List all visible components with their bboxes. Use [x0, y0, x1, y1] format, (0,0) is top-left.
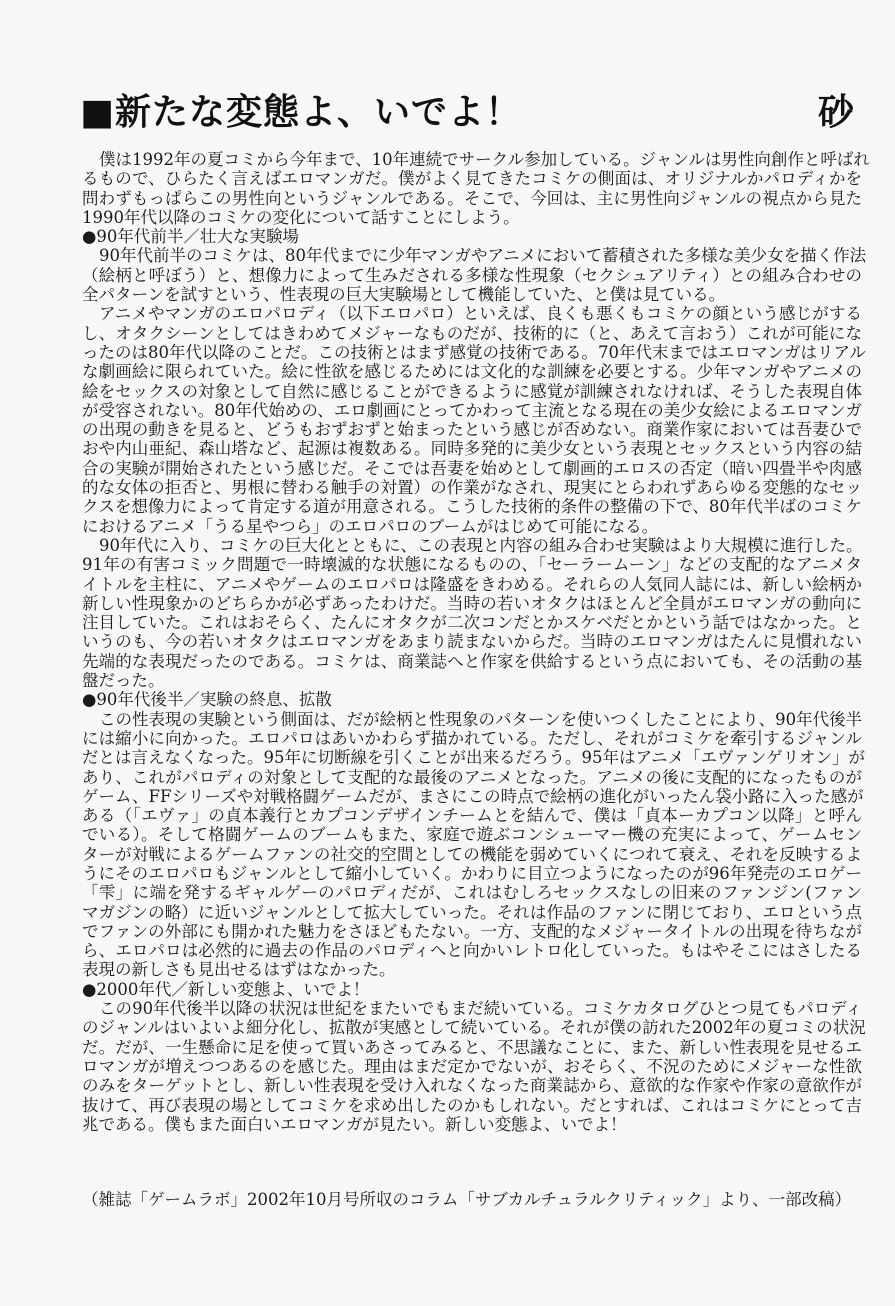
text-line: の出現の動きを見ると、どうもおずおずと始まったという感じが否めない。商業作家においては吾妻ひで [82, 420, 862, 440]
text-line: マガジンの略）に近いジャンルとして拡大していった。それは作品のファンに閉じており、エロという点 [82, 902, 862, 922]
text-line: でファンの外部にも開かれた魅力をさほどもたない。一方、支配的なメジャータイトルの出現を待ちなが [82, 921, 862, 941]
text-line: （絵柄と呼ぼう）と、想像力によって生みだされる多様な性現象（セクシュアリティ）との組み合わせの [82, 265, 862, 285]
text-line: 的な女体の拒否と、男根に替わる触手の対置）の作業がなされ、現実にとらわれずあらゆる変態的なセッ [82, 478, 862, 498]
text-line: な劇画絵に限られていた。絵に性欲を感じるためには文化的な訓練を必要とする。少年マンガやアニメの [82, 362, 862, 382]
text-line: 注目していた。これはおそらく、たんにオタクが二次コンだとかスケベだとかという話ではなかった。と [82, 613, 862, 633]
text-line: し、オタクシーンとしてはきわめてメジャーなものだが、技術的に（と、あえて言おう）これが可能にな [82, 323, 862, 343]
text-line: 絵をセックスの対象として自然に感じることができるように感覚が訓練されなければ、そうした表現自体 [82, 381, 862, 401]
text-line: が受容されない。80年代始めの、エロ劇画にとってかわって主流となる現在の美少女絵によるエロマンガ [82, 400, 862, 420]
article-title: ■新たな変態よ、いでよ！ [80, 92, 523, 133]
text-line: 抜けて、再び表現の場としてコミケを求め出したのかもしれない。だとすれば、これはコミケにとって吉 [82, 1095, 862, 1115]
paragraph [82, 246, 867, 305]
text-line: この性表現の実験という側面は、だが絵柄と性現象のパターンを使いつくしたことにより、90年代後半 [99, 709, 863, 729]
text-line: 盤だった。 [82, 671, 165, 691]
text-line: ロマンガが増えつつあるのを感じた。理由はまだ定かでないが、おそらく、不況のためにメジャーな性欲 [82, 1056, 862, 1076]
text-line: 問わずもっぱらこの男性向というジャンルである。そこで、今回は、主に男性向ジャンルの視点から見た [82, 188, 862, 208]
text-line: ゲーム、FFシリーズや対戦格闘ゲームだが、まさにこの時点で絵柄の進化がいったん袋小路に入った感が [82, 786, 864, 806]
paragraph [82, 999, 866, 1134]
text-line: おや内山亜紀、森山塔など、起源は複数ある。同時多発的に美少女という表現とセックスという内容の結 [82, 439, 862, 459]
text-line: でいる）。そして格闘ゲームのブームもまた、家庭で遊ぶコンシューマー機の充実によって、ゲームセン [82, 825, 862, 845]
text-line: ●2000年代／新しい変態よ、いでよ！ [82, 979, 370, 999]
paragraph [82, 304, 866, 536]
text-line: ったのは80年代以降のことだ。この技術とはまず感覚の技術である。70年代末まではエロマンガはリアル [82, 342, 866, 362]
article-body [82, 150, 870, 1134]
text-line: あり、これがパロディの対象として支配的な最後のアニメとなった。アニメの後に支配的になったものが [82, 767, 862, 787]
text-line: のみをターゲットとし、新しい性表現を受け入れなくなった商業誌から、意欲的な作家や作家の意欲作が [82, 1076, 862, 1096]
text-line: 91年の有害コミック問題で一時壊滅的な状態になるものの、「セーラームーン」などの支配的なアニメタ [82, 555, 862, 575]
text-line: ●90年代後半／実験の終息、拡散 [82, 690, 332, 710]
text-line: だ。だが、一生懸命に足を使って買いあさってみると、不思議なことに、また、新しい性表現を見せるエ [82, 1037, 863, 1057]
text-line: ある（「エヴァ」の貞本義行とカプコンデザインチームとを結んで、僕は「貞本ーカプコン以降」と呼ん [82, 806, 862, 826]
text-line: うにそのエロパロもジャンルとして縮小していく。かわりに目立つようになったのが96年発売のエロゲー [82, 863, 862, 883]
paragraph [82, 536, 862, 690]
text-line: 「雫」に端を発するギャルゲーのパロディだが、これはむしろセックスなしの旧来のファンジン(ファン [82, 883, 862, 903]
text-line: この90年代後半以降の状況は世紀をまたいでもまだ続いている。コミケカタログひとつ見てもパロディ [99, 999, 862, 1019]
text-line: イトルを主柱に、アニメやゲームのエロパロは隆盛をきわめる。それらの人気同人誌には、新しい絵柄か [82, 574, 862, 594]
text-line: には縮小に向かった。エロパロはあいかわらず描かれている。ただし、それがコミケを牽引するジャンル [82, 728, 862, 748]
source-citation: （雑誌「ゲームラボ」2002年10月号所収のコラム「サブカルチュラルクリティック」より、一部改稿） [82, 1190, 852, 1209]
text-line: 90年代前半のコミケは、80年代までに少年マンガやアニメにおいて蓄積された多様な美少女を描く作法 [99, 246, 867, 266]
text-line: 新しい性現象かのどちらかが必ずあったわけだ。当時の若いオタクはほとんど全員がエロマンガの動向に [82, 593, 862, 613]
section-heading [82, 227, 862, 246]
text-line: 先端的な表現だったのである。コミケは、商業誌へと作家を供給するという点においても、その活動の基 [82, 651, 862, 671]
text-line: のジャンルはいよいよ細分化し、拡散が実感として続いている。それが僕の訪れた2002年の夏コミの状況 [82, 1018, 866, 1038]
section-heading [82, 980, 862, 999]
text-line: 1990年代以降のコミケの変化について話すことにしよう。 [82, 207, 520, 227]
text-line: 兆である。僕もまた面白いエロマンガが見たい。新しい変態よ、いでよ！ [82, 1114, 627, 1134]
author-mark: 砂 [818, 92, 855, 133]
text-line: 表現の新しさも見出せるはずはなかった。 [82, 960, 396, 980]
text-line: アニメやマンガのエロパロディ（以下エロパロ）といえば、良くも悪くもコミケの顔という感じがする [99, 304, 862, 324]
text-line: におけるアニメ「うる星やつら」のエロパロのブームがはじめて可能になる。 [82, 516, 659, 536]
text-line: ら、エロパロは必然的に過去の作品のパロディへと向かいレトロ化していった。もはやそこにはさしたる [82, 941, 862, 961]
text-line: 僕は1992年の夏コミから今年まで、10年連続でサークル参加している。ジャンルは男性向創作と呼ばれ [99, 150, 870, 169]
section-heading [82, 690, 862, 709]
text-line: だとは言えなくなった。95年に切断線を引くことが出来るだろう。95年はアニメ「エヴァンゲリオン」が [82, 748, 866, 768]
paragraph [82, 150, 870, 227]
text-line: 90年代に入り、コミケの巨大化とともに、この表現と内容の組み合わせ実験はより大規模に進行した。 [99, 535, 863, 555]
paragraph [82, 709, 866, 980]
text-line: 合の実験が開始されたという感じだ。そこでは吾妻を始めとして劇画的エロスの否定（暗い四畳半や肉感 [82, 458, 862, 478]
text-line: いうのも、今の若いオタクはエロマンガをあまり読まないからだ。当時のエロマンガはたんに見慣れない [82, 632, 863, 652]
text-line: ターが対戦によるゲームファンの社交的空間としての機能を弱めていくにつれて衰え、それを反映するよ [82, 844, 862, 864]
text-line: クスを想像力によって肯定する道が用意される。こうした技術的条件の整備の下で、80年代半ばのコミケ [82, 497, 862, 517]
text-line: るもので、ひらたく言えばエロマンガだ。僕がよく見てきたコミケの側面は、オリジナルかパロディかを [82, 169, 862, 189]
text-line: ●90年代前半／壮大な実験場 [82, 227, 299, 247]
text-line: 全パターンを試すという、性表現の巨大実験場として機能していた、と僕は見ている。 [82, 285, 726, 305]
